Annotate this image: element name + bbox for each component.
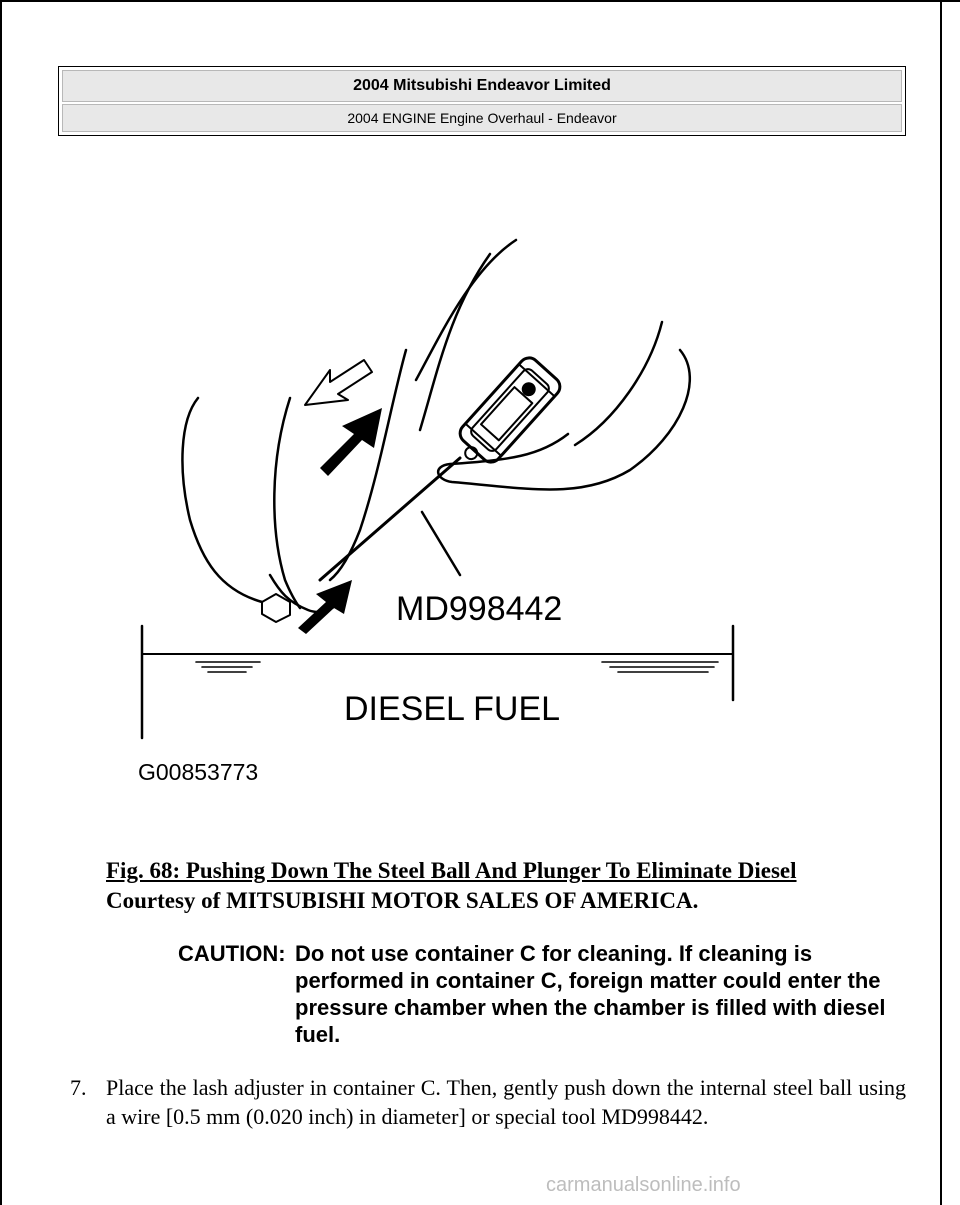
document-header <box>58 66 906 136</box>
fuel-ripples-left <box>196 662 260 672</box>
thumb-outline <box>182 398 262 602</box>
watermark: carmanualsonline.info <box>546 1174 741 1196</box>
caution-label: CAUTION: <box>178 941 286 966</box>
fuel-ripples-right <box>602 662 718 672</box>
caution-text: Do not use container C for cleaning. If cleaning is performed in container C, foreign matter could enter the pressure chamber when the chamber is filled with diesel fuel. <box>295 941 886 1047</box>
page-frame-right <box>940 0 942 1205</box>
document-title: 2004 Mitsubishi Endeavor Limited <box>62 70 902 102</box>
step-text: Place the lash adjuster in container C. Then, gently push down the internal steel ball using a wire [0.5 mm (0.020 inch) in diameter] or special tool MD998442. <box>106 1075 906 1129</box>
hand-outline-4 <box>575 322 662 445</box>
figure-illustration <box>120 230 760 790</box>
page-frame-left <box>0 0 2 1205</box>
figure-code: G00853773 <box>138 759 259 785</box>
tool-label: MD998442 <box>396 590 563 628</box>
plunger-tip <box>262 594 290 622</box>
figure-caption: Fig. 68: Pushing Down The Steel Ball And Plunger To Eliminate Diesel <box>106 858 797 883</box>
push-arrow-icon-upper <box>320 408 382 476</box>
step-number: 7. <box>70 1075 87 1100</box>
index-finger-outline <box>274 398 300 608</box>
hand-outline-1 <box>416 240 516 380</box>
page-frame-top <box>0 0 960 2</box>
hand-outline-3 <box>420 254 490 430</box>
release-arrow-icon <box>305 360 372 405</box>
document-subtitle: 2004 ENGINE Engine Overhaul - Endeavor <box>62 104 902 132</box>
push-arrow-icon-lower <box>298 580 352 634</box>
fuel-label: DIESEL FUEL <box>344 690 561 728</box>
lash-adjuster <box>449 354 564 474</box>
tool-wire <box>320 458 460 580</box>
finger-tip-right <box>438 350 690 490</box>
tool-leader-line <box>422 512 460 575</box>
figure-courtesy: Courtesy of MITSUBISHI MOTOR SALES OF AMERICA. <box>106 888 699 913</box>
